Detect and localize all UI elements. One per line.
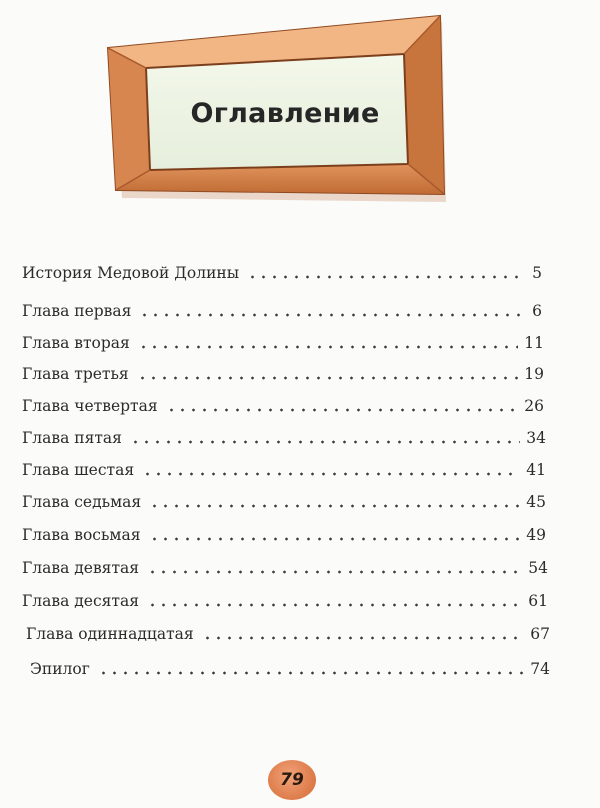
- toc-entry-page: 74: [530, 660, 550, 678]
- dot-leader: [142, 472, 520, 476]
- page-number-badge: [268, 760, 316, 800]
- toc-entry-label: Глава вторая: [22, 334, 130, 352]
- dot-leader: [149, 504, 520, 508]
- dot-leader: [147, 603, 522, 607]
- dot-leader: [149, 537, 521, 541]
- toc-entry-page: 45: [526, 493, 546, 511]
- toc-entry-label: Глава четвертая: [22, 397, 158, 415]
- dot-leader: [247, 275, 520, 279]
- dot-leader: [202, 636, 525, 640]
- toc-entry-label: Глава первая: [22, 302, 132, 320]
- toc-entry[interactable]: [22, 334, 544, 352]
- toc-entry[interactable]: [22, 559, 548, 577]
- toc-entry-page: 5: [532, 264, 542, 282]
- toc-entry-page: 26: [524, 397, 544, 415]
- toc-entry-page: 49: [526, 526, 546, 544]
- dot-leader: [137, 376, 519, 380]
- toc-entry-label: Глава седьмая: [22, 493, 142, 511]
- toc-entry[interactable]: [22, 429, 546, 447]
- toc-entry-label: Глава третья: [22, 365, 129, 383]
- toc-entry-label: Глава десятая: [22, 592, 140, 610]
- toc-entry-page: 67: [530, 625, 550, 643]
- toc-entry[interactable]: [22, 264, 542, 282]
- toc-entry-page: 6: [532, 302, 542, 320]
- toc-entry-page: 34: [526, 429, 546, 447]
- dot-leader: [139, 313, 520, 317]
- toc-entry-page: 54: [528, 559, 548, 577]
- toc-entry-label: Глава девятая: [22, 559, 140, 577]
- page-number: 79: [280, 770, 304, 790]
- toc-entry-label: Глава одиннадцатая: [26, 625, 194, 643]
- toc-entry-page: 61: [528, 592, 548, 610]
- toc-entry-page: 41: [526, 461, 546, 479]
- dot-leader: [98, 671, 524, 675]
- toc-entry[interactable]: [26, 625, 550, 643]
- toc-entry[interactable]: [22, 493, 546, 511]
- toc-entry[interactable]: [22, 461, 546, 479]
- toc-entry[interactable]: [30, 660, 550, 678]
- dot-leader: [130, 440, 520, 444]
- toc-entry-label: Глава пятая: [22, 429, 122, 447]
- toc-entry[interactable]: [22, 592, 548, 610]
- toc-entry[interactable]: [22, 365, 544, 383]
- dot-leader: [166, 408, 519, 412]
- toc-entry-page: 11: [524, 334, 544, 352]
- toc-entry[interactable]: [22, 526, 546, 544]
- toc-entry[interactable]: [22, 397, 544, 415]
- dot-leader: [138, 345, 518, 349]
- toc-entry-label: История Медовой Долины: [22, 264, 240, 282]
- toc-entry-page: 19: [524, 365, 544, 383]
- page-title: Оглавление: [190, 98, 380, 129]
- toc-entry-label: Эпилог: [30, 660, 90, 678]
- toc-entry[interactable]: [22, 302, 542, 320]
- dot-leader: [147, 570, 522, 574]
- toc-entry-label: Глава восьмая: [22, 526, 141, 544]
- toc-entry-label: Глава шестая: [22, 461, 135, 479]
